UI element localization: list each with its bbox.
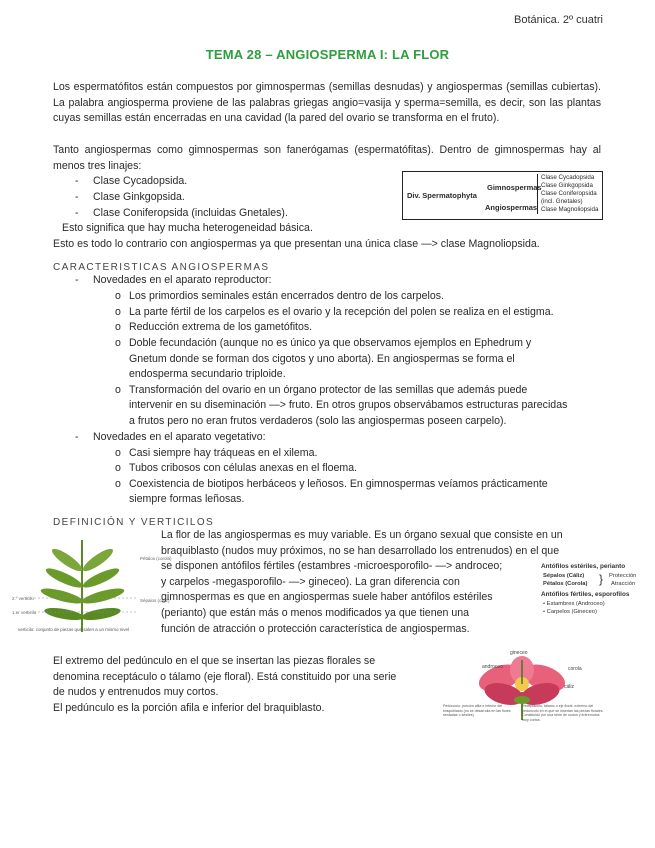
heterogeneity-note: Esto significa que hay mucha heterogeneidad básica. bbox=[62, 222, 313, 234]
intro-paragraph-1: Los espermatófitos están compuestos por gimnospermas (semillas desnudas) y angiospermas (semillas cubiertas). La palabra angiosperma proviene de las palabras griegas angio=vasija y sperma=semilla, es decir, son las plantas cuyas semillas están encerradas en una cavidad (la pared del ovario se transforma en el fruto). bbox=[53, 81, 601, 125]
angio-classes: Clase Magnoliopsida bbox=[537, 205, 598, 214]
fig-label-petals: Pétalos (corola) bbox=[140, 556, 172, 561]
repro-item-cont: intervenir en su diseminación —> fruto. En otros grupos observábamos estructuras parecidas bbox=[129, 399, 568, 411]
flower-label-corolla: corola bbox=[568, 666, 582, 672]
flower-caption-peduncle: Pedúnculo: porción afila e inferior del braquiblasto (no se desarrolla en las flores sentadas o sésiles) bbox=[443, 704, 511, 718]
repro-item: o Los primordios seminales están encerrados dentro de los carpelos. bbox=[115, 290, 445, 302]
definition-text: La flor de las angiospermas es muy variable. Es un órgano sexual que consiste en un braquiblasto (nudos muy próximos, no se han desarrollado los entrenudos) en el que se disponen antófilos fértiles (estambres -microesporofilo- —> androceo; y carpelos -megasporofilo- —> gineceo). La gran diferencia con gimnospermas es que en angiospermas suele haber antófilos estériles (perianto) que están más o menos modificados ya que tienen una función de atracción o protección característica de angiospermas. bbox=[161, 529, 563, 635]
intro-paragraph-2: Tanto angiospermas como gimnospermas son fanerógamas (espermatófitas). Dentro de gimnospermas hay al menos tres linajes: bbox=[53, 144, 601, 172]
repro-item: o Doble fecundación (aunque no es único ya que observamos ejemplos en Ephedrum y bbox=[115, 337, 532, 349]
leaf bbox=[39, 585, 84, 606]
repro-item-cont: endosperma secundario triploide. bbox=[129, 368, 286, 380]
flower-caption-receptacle: Receptáculo, tálamo o eje floral: extremo del pedúnculo en el que se insertan las piezas florales. Constituido por una serie de nudos y entrenudos muy cortos. bbox=[522, 704, 604, 722]
leaf bbox=[80, 606, 121, 623]
flower-label-calyx: cáliz bbox=[564, 684, 575, 690]
receptacle-text: El extremo del pedúnculo en el que se insertan las piezas florales se denomina receptáculo o tálamo (eje floral). Está constituido por una serie de nudos y entrenudos muy cortos. El pedúnculo es la porción afila e inferior del braquiblasto. bbox=[53, 655, 397, 714]
sepal bbox=[514, 696, 530, 704]
gymno-classes: Clase Cycadopsida Clase Ginkgopsida Clase Coniferopsida (incl. Gnetales) bbox=[537, 174, 602, 206]
veg-item: o Tubos cribosos con células anexas en el floema. bbox=[115, 462, 358, 474]
leaf bbox=[43, 606, 84, 623]
repro-item: o Reducción extrema de los gametófitos. bbox=[115, 321, 313, 333]
section-title-definition: DEFINICIÓN Y VERTICILOS bbox=[53, 517, 215, 528]
veg-item-cont: siempre formas leñosas. bbox=[129, 493, 245, 505]
repro-item-cont: a frutos pero no eran frutos verdaderos (solo las angiospermas poseen carpelo). bbox=[129, 415, 507, 427]
leaf bbox=[80, 585, 125, 606]
flower-label-androecium: androceo bbox=[482, 664, 503, 670]
verticil-caption: verticilo: conjunto de piezas que salen a un mismo nivel bbox=[18, 627, 130, 632]
anthophyll-legend: Antófilos estériles, perianto Sépalos (Cáliz) Pétalos (Corola) } Protección Atracción Antófilos fértiles, esporofilos • Estambres (Androceo) • Carpelos (Gineceo) bbox=[541, 563, 637, 616]
lineage-item: - Clase Coniferopsida (incluidas Gnetales). bbox=[75, 207, 288, 219]
repro-item-cont: Gnetum donde se forman dos cigotos y uno aborta). En angiospermas se forma el bbox=[129, 353, 515, 365]
angio-label: Angiospermas bbox=[485, 203, 538, 212]
gymno-label: Gimnospermas bbox=[487, 183, 542, 192]
fig-label-verticil-2: 2.º verticilo bbox=[12, 596, 34, 601]
repro-item: o Transformación del ovario en un órgano protector de las semillas que además puede bbox=[115, 384, 528, 396]
flower-label-gynoecium: gineceo bbox=[510, 650, 528, 656]
verticil-figure bbox=[12, 536, 172, 638]
veg-item: o Casi siempre hay tráqueas en el xilema. bbox=[115, 447, 318, 459]
veg-title: - Novedades en el aparato vegetativo: bbox=[75, 431, 266, 443]
veg-item: o Coexistencia de biotipos herbáceos y leñosos. En gimnospermas veíamos prácticamente bbox=[115, 478, 548, 490]
fig-label-verticil-1: 1.er verticilo bbox=[12, 610, 37, 615]
repro-title: - Novedades en el aparato reproductor: bbox=[75, 274, 272, 286]
taxonomy-box bbox=[402, 171, 603, 220]
page-header: Botánica. 2º cuatri bbox=[513, 14, 603, 26]
division-label: Div. Spermatophyta bbox=[407, 191, 477, 200]
fig-label-sepals: Sépalos (cáliz) bbox=[140, 598, 170, 603]
lineage-item: - Clase Ginkgopsida. bbox=[75, 191, 185, 203]
lineage-item: - Clase Cycadopsida. bbox=[75, 175, 188, 187]
contrast-note: Esto es todo lo contrario con angiospermas ya que presentan una única clase —> clase Magnoliopsida. bbox=[53, 238, 540, 250]
page-title: TEMA 28 – ANGIOSPERMA I: LA FLOR bbox=[205, 47, 450, 62]
repro-item: o La parte fértil de los carpelos es el ovario y la recepción del polen se realiza en el estigma. bbox=[115, 306, 554, 318]
section-title-characteristics: CARACTERISTICAS ANGIOSPERMAS bbox=[53, 262, 270, 273]
